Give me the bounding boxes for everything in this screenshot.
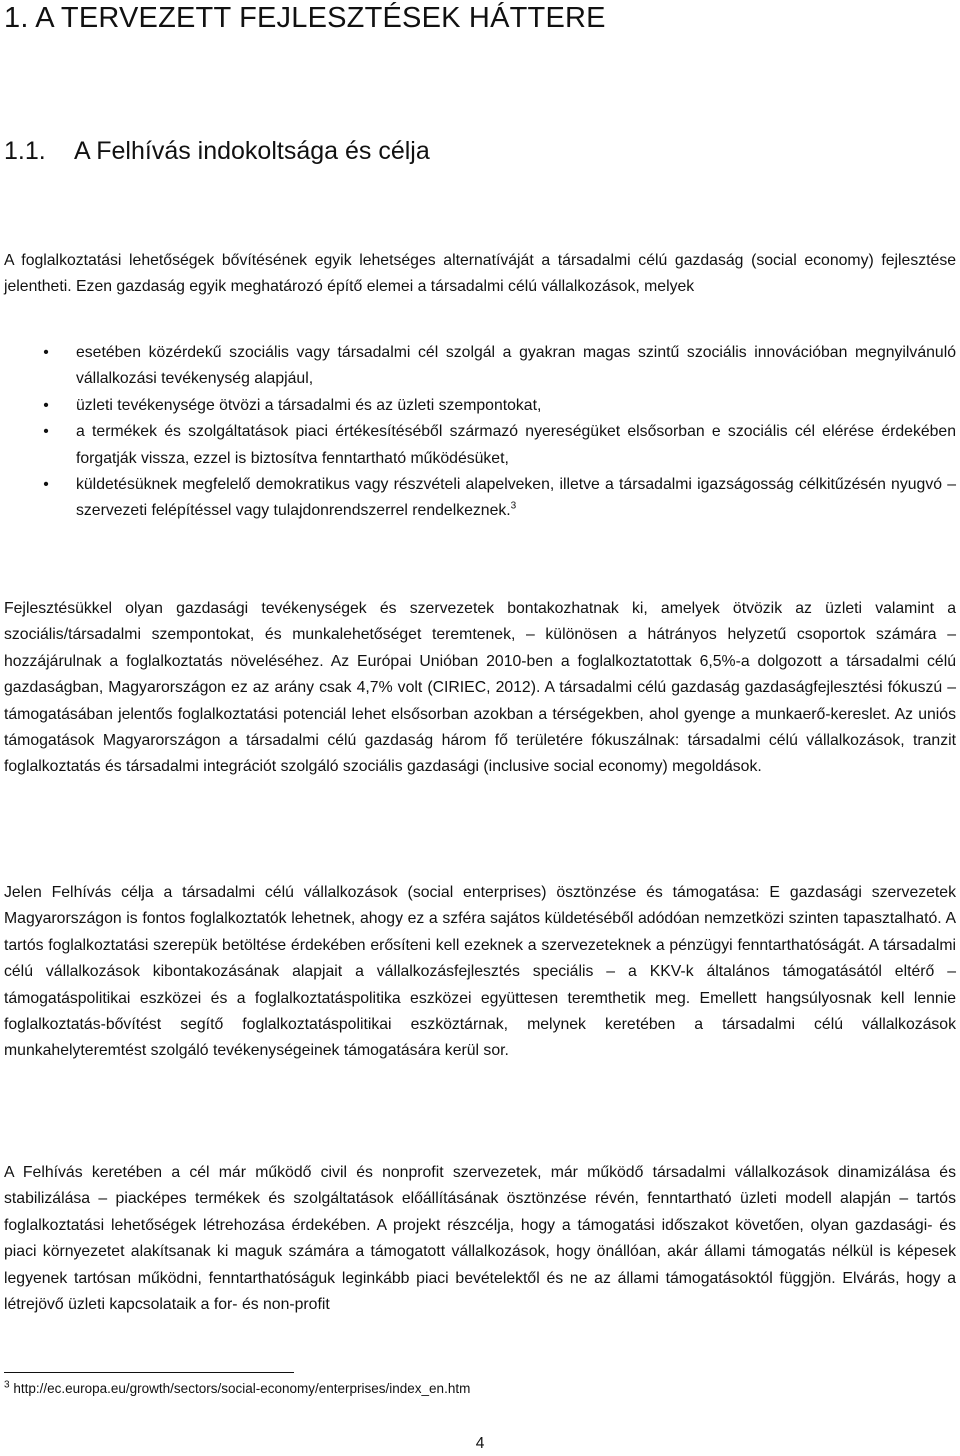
body-paragraph: Jelen Felhívás célja a társadalmi célú vállalkozások (social enterprises) ösztönzése és támogatása: E gazdasági szervezetek Magyarországon is fontos foglalkoztatók lehetnek, ahogy ez a szféra sajátos küldetéséből adódóan nemzetközi szinten tapasztalható. A tartós foglalkoztatási szerepük betöltése érdekében erősíteni kell ezeknek a szervezeteknek a pénzügyi fenntarthatóságát. A társadalmi célú vállalkozások kibontakozásának alapjait a vállalkozásfejlesztés speciális – a KKV-k általános támogatásától eltérő – támogatáspolitikai eszközei és a foglalkoztatáspolitika eszközei együttesen teremthetik meg. Emellett hangsúlyosnak kell lennie foglalkoztatás-bővítést segítő foglalkoztatáspolitikai eszköztárnak, melynek keretében a társadalmi célú vállalkozások munkahelyteremtést szolgáló tevékenységeinek támogatására kerül sor. (4, 884, 956, 1060)
chapter-heading: 1. A TERVEZETT FEJLESZTÉSEK HÁTTERE (4, 2, 606, 34)
footnote-link[interactable]: http://ec.europa.eu/growth/sectors/social-economy/enterprises/index_en.htm (13, 1381, 471, 1396)
bullet-icon: • (43, 423, 49, 441)
list-item (4, 472, 956, 525)
footnote-divider (4, 1372, 294, 1373)
page-number: 4 (475, 1435, 485, 1452)
body-paragraph: A Felhívás keretében a cél már működő civil és nonprofit szervezetek, már működő társadalmi vállalkozások dinamizálása és stabilizálása – piacképes termékek és szolgáltatások előállításának ösztönzése révén, fenntartható üzleti modell alapján – tartós foglalkoztatási lehetőségek létrehozása érdekében. A projekt részcélja, hogy a támogatási időszakot követően, olyan gazdasági- és piaci környezetet alakítsanak ki maguk számára a támogatott vállalkozások, hogy önállóan, akár állami támogatás nélkül is képesek legyenek tartósan működni, fenntarthatóságuk leginkább piaci bevételektől és ne az állami támogatásoktól függjön. Elvárás, hogy a létrejövő üzleti kapcsolataik a for- és non-profit (4, 1164, 956, 1314)
list-item-text: üzleti tevékenysége ötvözi a társadalmi és az üzleti szempontokat, (76, 396, 542, 414)
footnote (4, 1380, 470, 1398)
section-number: 1.1. (4, 137, 46, 165)
body-paragraph: Fejlesztésükkel olyan gazdasági tevékenységek és szervezetek bontakozhatnak ki, amelyek ötvözik az üzleti valamint a szociális/társadalmi szempontokat, és munkalehetőséget teremtenek, – különösen a hátrányos helyzetű csoportok számára – hozzájárulnak a foglalkoztatás növeléséhez. Az Európai Unióban 2010-ben a foglalkoztatottak 6,5%-a dolgozott a társadalmi célú gazdaságban, Magyarországon ez az arány csak 4,7% volt (CIRIEC, 2012). A társadalmi célú gazdaság gazdaságfejlesztési fókuszú – támogatásában jelentős foglalkoztatási potenciál lehet elsősorban azokban a térségekben, ahol gyenge a munkaerő-kereslet. Az uniós támogatások Magyarországon a társadalmi célú gazdaság három fő területére fókuszálnak: társadalmi célú vállalkozások, tranzit foglalkoztatás és társadalmi integrációt szolgáló szociális gazdasági (inclusive social economy) megoldások. (4, 600, 956, 776)
footnote-number: 3 (4, 1379, 10, 1391)
list-item (4, 419, 956, 472)
list-item-text: esetében közérdekű szociális vagy társadalmi cél szolgál a gyakran magas szintű szociális innovációban megnyilvánuló vállalkozási tevékenység alapjául, (76, 344, 956, 388)
section-title: A Felhívás indokoltsága és célja (74, 137, 430, 165)
bullet-icon: • (43, 396, 49, 414)
list-item-text: küldetésüknek megfelelő demokratikus vagy részvételi alapelveken, illetve a társadalmi igazságosság célkitűzésén nyugvó – szervezeti felépítéssel vagy tulajdonrendszerrel rendelkeznek. (76, 476, 956, 520)
intro-paragraph: A foglalkoztatási lehetőségek bővítésének egyik lehetséges alternatíváját a társadalmi célú gazdaság (social economy) fejlesztése jelentheti. Ezen gazdaság egyik meghatározó építő elemei a társadalmi célú vállalkozások, melyek (4, 252, 956, 296)
bullet-icon: • (43, 344, 49, 361)
list-item (4, 393, 956, 419)
section-heading (4, 135, 430, 167)
characteristics-list (4, 340, 956, 525)
list-item-text: a termékek és szolgáltatások piaci értékesítéséből származó nyereségüket elsősorban e szociális cél elérése érdekében forgatják vissza, ezzel is biztosítva fenntartható működésüket, (76, 423, 956, 467)
footnote-reference[interactable]: 3 (510, 501, 517, 513)
list-item (4, 340, 956, 393)
bullet-icon: • (43, 476, 49, 494)
